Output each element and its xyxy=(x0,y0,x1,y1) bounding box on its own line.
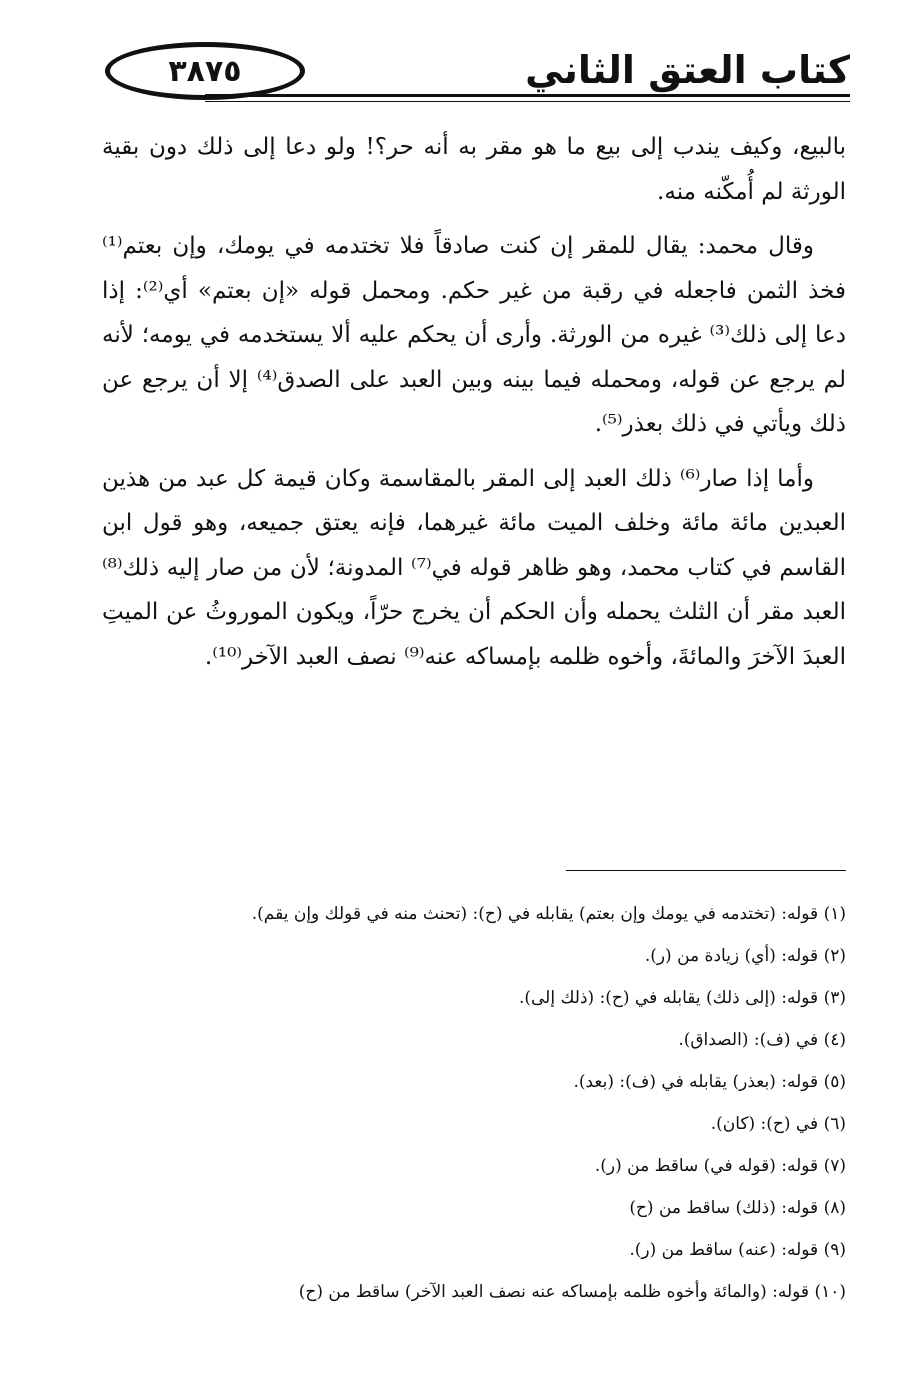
header-rule-thin xyxy=(205,101,850,102)
book-title: كتاب العتق الثاني xyxy=(525,48,850,92)
footnote-2: (٢) قوله: (أي) زيادة من (ر). xyxy=(644,946,846,966)
footnote-5: (٥) قوله: (بعذر) يقابله في (ف): (بعد). xyxy=(573,1072,846,1092)
footnote-9: (٩) قوله: (عنه) ساقط من (ر). xyxy=(629,1240,846,1260)
paragraph-1: بالبيع، وكيف يندب إلى بيع ما هو مقر به أنه حر؟! ولو دعا إلى ذلك دون بقية الورثة لم أُمكّنه منه. xyxy=(102,134,846,205)
paragraph-2: وقال محمد: يقال للمقر إن كنت صادقاً فلا تختدمه في يومك، وإن بعتم⁽¹⁾ فخذ الثمن فاجعله في رقبة من غير حكم. ومحمل قوله «إن بعتم» أي⁽²⁾: إذا دعا إلى ذلك⁽³⁾ غيره من الورثة. وأرى أن يحكم عليه ألا يستخدمه في يومه؛ لأنه لم يرجع عن قوله، ومحمله فيما بينه وبين العبد على الصدق⁽⁴⁾ إلا أن يرجع عن ذلك ويأتي في ذلك بعذر⁽⁵⁾. xyxy=(102,233,847,437)
page-number: ٣٨٧٥ xyxy=(168,53,242,89)
footnote-8: (٨) قوله: (ذلك) ساقط من (ح) xyxy=(629,1198,846,1218)
header-rule xyxy=(205,94,850,97)
footnote-10: (١٠) قوله: (والمائة وأخوه ظلمه بإمساكه عنه نصف العبد الآخر) ساقط من (ح) xyxy=(298,1282,846,1302)
footnotes xyxy=(150,893,846,1313)
page-header xyxy=(95,38,850,108)
page-number-badge xyxy=(105,42,305,100)
footnote-1: (١) قوله: (تختدمه في يومك وإن بعتم) يقابله في (ح): (تحنث منه في قولك وإن يقم). xyxy=(251,904,846,924)
footnote-7: (٧) قوله: (قوله في) ساقط من (ر). xyxy=(594,1156,846,1176)
footnote-3: (٣) قوله: (إلى ذلك) يقابله في (ح): (ذلك إلى). xyxy=(518,988,846,1008)
main-text xyxy=(102,125,846,689)
paragraph-3: وأما إذا صار⁽⁶⁾ ذلك العبد إلى المقر بالمقاسمة وكان قيمة كل عبد من هذين العبدين مائة مائة وخلف الميت مائة غيرهما، فإنه يعتق جميعه، وهو قول ابن القاسم في كتاب محمد، وهو ظاهر قوله في⁽⁷⁾ المدونة؛ لأن من صار إليه ذلك⁽⁸⁾ العبد مقر أن الثلث يحمله وأن الحكم أن يخرج حرّاً، ويكون الموروثُ عن الميتِ العبدَ الآخرَ والمائةَ، وأخوه ظلمه بإمساكه عنه⁽⁹⁾ نصف العبد الآخر⁽¹⁰⁾. xyxy=(102,465,846,670)
footnote-6: (٦) في (ح): (كان). xyxy=(710,1114,846,1134)
footnote-4: (٤) في (ف): (الصداق). xyxy=(678,1030,846,1050)
footnote-separator xyxy=(566,870,846,871)
